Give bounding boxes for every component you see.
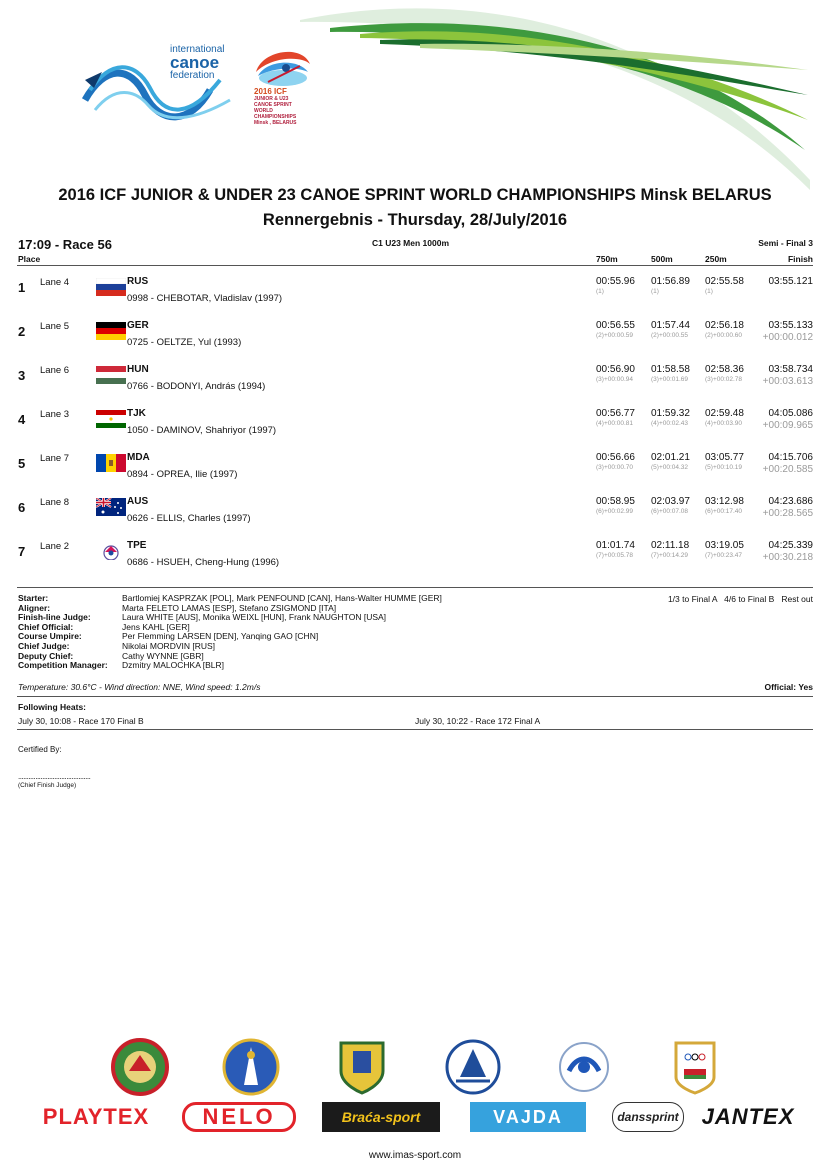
nation-code: TPE xyxy=(127,540,147,551)
split-750m: 00:58.95 xyxy=(596,496,635,507)
official-label: Chief Judge: xyxy=(18,641,70,651)
split-250m-rank: (1) xyxy=(705,288,713,295)
finish-time: 04:05.086 xyxy=(768,408,813,419)
sponsor-dansprint-logo: danssprint xyxy=(612,1102,684,1132)
finish-time: 04:15.706 xyxy=(768,452,813,463)
weather-rule xyxy=(17,696,813,697)
split-750m-rank: (1) xyxy=(596,288,604,295)
time-behind: +00:00.012 xyxy=(762,332,813,343)
split-750m: 00:55.96 xyxy=(596,276,635,287)
split-750m-rank: (3)+00:00.94 xyxy=(596,376,634,383)
split-500m: 01:57.44 xyxy=(651,320,690,331)
time-behind: +00:30.218 xyxy=(762,552,813,563)
flag-aus-icon xyxy=(96,498,126,516)
split-250m: 03:05.77 xyxy=(705,452,744,463)
flag-ger-icon xyxy=(96,322,126,340)
athlete-name: 0894 - OPREA, Ilie (1997) xyxy=(127,469,238,480)
place: 1 xyxy=(18,280,26,295)
split-500m-rank: (7)+00:14.29 xyxy=(651,552,689,559)
split-500m: 02:11.18 xyxy=(651,540,690,551)
split-500m: 02:01.21 xyxy=(651,452,690,463)
time-behind: +00:09.965 xyxy=(762,420,813,431)
emblem-sports-ministry-icon xyxy=(555,1037,613,1097)
place: 2 xyxy=(18,324,26,339)
split-250m-rank: (7)+00:23.47 xyxy=(705,552,743,559)
certified-by-label: Certified By: xyxy=(18,745,62,754)
table-row xyxy=(0,537,830,581)
place: 5 xyxy=(18,456,26,471)
nation-code: TJK xyxy=(127,408,146,419)
split-500m-rank: (2)+00:00.55 xyxy=(651,332,689,339)
split-500m-rank: (4)+00:02.43 xyxy=(651,420,689,427)
document-title: 2016 ICF JUNIOR & UNDER 23 CANOE SPRINT WORLD CHAMPIONSHIPS Minsk BELARUS xyxy=(58,186,772,204)
split-500m-rank: (1) xyxy=(651,288,659,295)
split-250m: 02:55.58 xyxy=(705,276,744,287)
flag-rus-icon xyxy=(96,278,126,296)
official-label: Chief Official: xyxy=(18,621,74,632)
official-status: Official: Yes xyxy=(764,682,813,692)
split-250m: 03:19.05 xyxy=(705,540,744,551)
split-250m: 02:59.48 xyxy=(705,408,744,419)
following-heat: July 30, 10:08 - Race 170 Final B xyxy=(18,716,144,726)
signature-role: (Chief Finish Judge) xyxy=(18,782,77,789)
split-250m-rank: (4)+00:03.90 xyxy=(705,420,743,427)
emblem-coat-of-arms-icon xyxy=(333,1037,391,1097)
lane: Lane 6 xyxy=(40,365,70,376)
split-250m: 02:58.36 xyxy=(705,364,744,375)
column-header-finish: Finish xyxy=(787,254,813,264)
place: 3 xyxy=(18,368,26,383)
split-500m: 01:59.32 xyxy=(651,408,690,419)
official-value: Bartlomiej KASPRZAK [POL], Mark PENFOUND [CAN], Hans-Walter HUMME [GER] xyxy=(122,593,442,603)
following-heats-label: Following Heats: xyxy=(18,702,86,712)
place: 7 xyxy=(18,544,26,559)
lane: Lane 8 xyxy=(40,497,70,508)
results-bottom-rule xyxy=(17,587,813,588)
athlete-name: 0725 - OELTZE, Yul (1993) xyxy=(127,337,242,348)
finish-time: 03:58.734 xyxy=(768,364,813,375)
table-row xyxy=(0,405,830,449)
emblem-sailing-icon xyxy=(444,1037,502,1097)
athlete-name: 1050 - DAMINOV, Shahriyor (1997) xyxy=(127,425,277,436)
athlete-name: 0626 - ELLIS, Charles (1997) xyxy=(127,513,251,524)
time-behind: +00:03.613 xyxy=(762,376,813,387)
column-header-place: Place xyxy=(18,254,41,264)
official-label: Deputy Chief: xyxy=(18,650,74,661)
split-750m-rank: (4)+00:00.81 xyxy=(596,420,634,427)
finish-time: 03:55.133 xyxy=(768,320,813,331)
emblem-minsk-icon xyxy=(222,1037,280,1097)
split-500m-rank: (6)+00:07.08 xyxy=(651,508,689,515)
split-500m-rank: (5)+00:04.32 xyxy=(651,464,689,471)
event-name: C1 U23 Men 1000m xyxy=(372,238,450,248)
official-value: Marta FELETO LAMAS [ESP], Stefano ZSIGMOND [ITA] xyxy=(122,602,337,613)
flag-tpe-icon xyxy=(96,542,126,560)
split-250m-rank: (2)+00:00.60 xyxy=(705,332,743,339)
official-label: Course Umpire: xyxy=(18,631,82,642)
sponsor-braca-sport-logo: Braća-sport xyxy=(322,1102,440,1132)
time-behind: +00:20.585 xyxy=(762,464,813,475)
official-value: Cathy WYNNE [GBR] xyxy=(122,650,204,661)
table-row xyxy=(0,317,830,361)
following-rule xyxy=(17,729,813,730)
header-rule xyxy=(17,265,813,266)
split-500m: 02:03.97 xyxy=(651,496,690,507)
table-row xyxy=(0,273,830,317)
split-750m-rank: (3)+00:00.70 xyxy=(596,464,634,471)
nation-code: HUN xyxy=(127,364,149,375)
split-250m: 03:12.98 xyxy=(705,496,744,507)
official-value: Nikolai MORDVIN [RUS] xyxy=(122,641,216,651)
split-250m-rank: (6)+00:17.40 xyxy=(705,508,743,515)
finish-time: 04:23.686 xyxy=(768,496,813,507)
official-label: Aligner: xyxy=(18,602,51,613)
sponsor-jantex-logo: JANTEX xyxy=(701,1104,795,1129)
split-750m: 01:01.74 xyxy=(596,540,635,551)
emblem-belarus-federation-icon xyxy=(111,1037,169,1097)
table-row xyxy=(0,361,830,405)
document-subtitle: Rennergebnis - Thursday, 28/July/2016 xyxy=(262,211,568,229)
split-500m: 01:56.89 xyxy=(651,276,690,287)
lane: Lane 4 xyxy=(40,277,70,288)
sponsor-nelo-logo: NELO xyxy=(182,1102,296,1132)
time-behind: +00:28.565 xyxy=(762,508,813,519)
official-value: Per Flemming LARSEN [DEN], Yanqing GAO [CHN] xyxy=(122,631,319,642)
table-row xyxy=(0,449,830,493)
championship-logo-text: 2016 ICF JUNIOR & U23 CANOE SPRINT WORLD CHAMPIONSHIPS Minsk , BELARUS xyxy=(254,87,297,126)
split-250m-rank: (3)+00:02.78 xyxy=(705,376,743,383)
finish-time: 03:55.121 xyxy=(768,276,813,287)
race-time: 17:09 - Race 56 xyxy=(18,237,112,252)
flag-hun-icon xyxy=(96,366,126,384)
split-750m-rank: (2)+00:00.59 xyxy=(596,332,634,339)
icf-logo-text: international canoe federation xyxy=(170,44,225,81)
official-label: Finish-line Judge: xyxy=(18,612,91,623)
lane: Lane 5 xyxy=(40,321,70,332)
signature-line: .......................................... xyxy=(18,772,91,781)
lane: Lane 7 xyxy=(40,453,70,464)
emblem-olympic-committee-icon xyxy=(666,1037,724,1097)
nation-code: RUS xyxy=(127,276,149,287)
sponsor-playtex-logo: PLAYTEX xyxy=(42,1104,150,1129)
split-750m-rank: (7)+00:05.78 xyxy=(596,552,634,559)
split-750m: 00:56.66 xyxy=(596,452,635,463)
column-header-500m: 500m xyxy=(651,254,673,264)
split-750m: 00:56.90 xyxy=(596,364,635,375)
lane: Lane 2 xyxy=(40,541,70,552)
official-label: Competition Manager: xyxy=(18,660,108,671)
split-500m: 01:58.58 xyxy=(651,364,690,375)
footer-website[interactable]: www.imas-sport.com xyxy=(368,1150,462,1161)
athlete-name: 0998 - CHEBOTAR, Vladislav (1997) xyxy=(127,293,283,304)
flag-mda-icon xyxy=(96,454,126,472)
nation-code: GER xyxy=(127,320,149,331)
place: 4 xyxy=(18,412,26,427)
lane: Lane 3 xyxy=(40,409,70,420)
qualification-rules: 1/3 to Final A 4/6 to Final B Rest out xyxy=(667,594,813,604)
race-phase: Semi - Final 3 xyxy=(758,238,813,248)
flag-tjk-icon xyxy=(96,410,126,428)
place: 6 xyxy=(18,500,26,515)
finish-time: 04:25.339 xyxy=(768,540,813,551)
official-value: Laura WHITE [AUS], Monika WEIXL [HUN], Frank NAUGHTON [USA] xyxy=(122,612,387,623)
nation-code: AUS xyxy=(127,496,149,507)
athlete-name: 0766 - BODONYI, András (1994) xyxy=(127,381,266,392)
column-header-250m: 250m xyxy=(705,254,727,264)
split-500m-rank: (3)+00:01.69 xyxy=(651,376,689,383)
nation-code: MDA xyxy=(127,452,150,463)
following-heat: July 30, 10:22 - Race 172 Final A xyxy=(415,716,541,726)
official-value: Jens KAHL [GER] xyxy=(122,621,190,632)
table-row xyxy=(0,493,830,537)
sponsor-vajda-logo: VAJDA xyxy=(470,1102,586,1132)
column-header-750m: 750m xyxy=(596,254,618,264)
split-750m: 00:56.55 xyxy=(596,320,635,331)
weather-info: Temperature: 30.6°C - Wind direction: NNE, Wind speed: 1.2m/s xyxy=(18,682,261,692)
official-label: Starter: xyxy=(18,593,49,603)
split-250m: 02:56.18 xyxy=(705,320,744,331)
athlete-name: 0686 - HSUEH, Cheng-Hung (1996) xyxy=(127,557,280,568)
split-750m: 00:56.77 xyxy=(596,408,635,419)
split-750m-rank: (6)+00:02.99 xyxy=(596,508,634,515)
split-250m-rank: (5)+00:10.19 xyxy=(705,464,743,471)
official-value: Dzmitry MALOCHKA [BLR] xyxy=(122,660,225,671)
